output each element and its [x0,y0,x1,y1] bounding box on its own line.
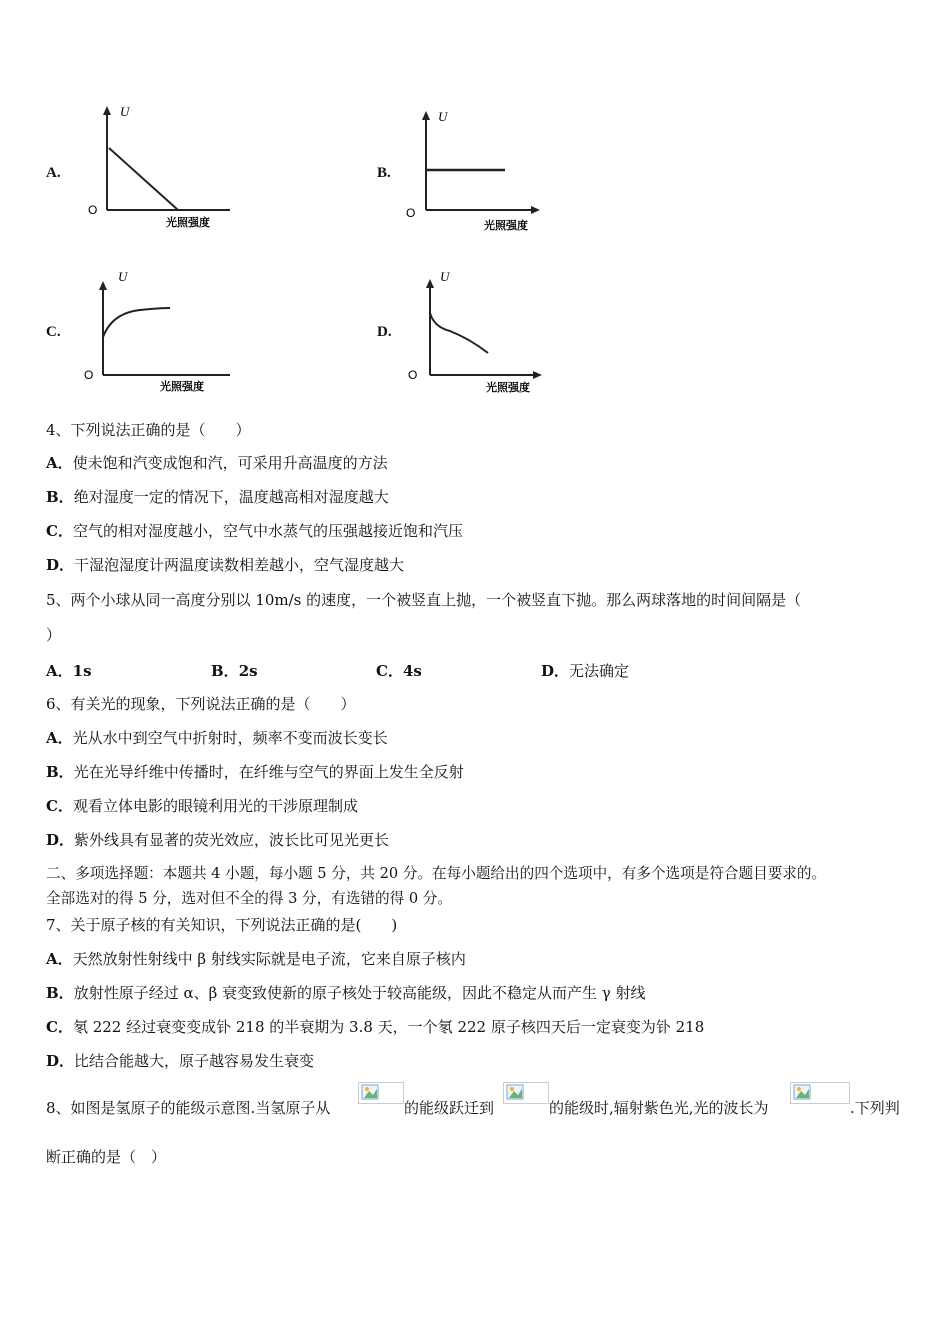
graph-constant-line-icon [400,105,560,240]
question-6-stem: 6、有关光的现象，下列说法正确的是（ ） [46,695,356,713]
option-text: 1s [72,662,92,680]
graph-option-b [400,105,560,244]
question-7-option-c [46,1017,704,1037]
question-8-stem-part1: 8、如图是氢原子的能级示意图.当氢原子从 [46,1099,331,1117]
option-label: A． [46,662,73,680]
graph-a-u-label: U [120,104,130,119]
question-6-option-d [46,830,389,850]
graph-option-a [80,100,240,239]
question-7-stem: 7、关于原子核的有关知识，下列说法正确的是( ) [46,916,398,934]
graph-c-origin-label: O [84,368,94,382]
option-label: D． [46,556,75,574]
graph-option-c [80,265,240,404]
question-4-option-d [46,555,404,575]
question-8-stem-part4: .下列判 [850,1099,900,1117]
option-label: C． [46,797,73,815]
question-5-option-c [376,660,422,681]
broken-image-icon [358,1082,404,1104]
graph-increasing-curve-icon [80,265,240,400]
option-label: A． [46,729,73,747]
section-2-instructions-2: 全部选对的得 5 分，选对但不全的得 3 分，有选错的得 0 分。 [46,890,452,907]
option-label: B． [46,984,74,1002]
question-8-stem-part3: 的能级时,辐射紫色光,光的波长为 [549,1099,769,1117]
option-text: 空气的相对湿度越小，空气中水蒸气的压强越接近饱和汽压 [72,522,463,540]
graph-b-origin-label: O [406,206,416,220]
question-4-stem: 4、下列说法正确的是（ ） [46,421,251,439]
question-8-stem-part2: 的能级跃迁到 [404,1099,495,1117]
question-4-option-c [46,521,463,541]
option-label: D． [46,831,75,849]
graph-b-u-label: U [438,109,448,124]
graph-c-x-label: 光照强度 [160,380,204,393]
option-text: 使未饱和汽变成饱和汽，可采用升高温度的方法 [72,454,388,472]
graph-b-x-label: 光照强度 [484,219,528,232]
option-label: C． [376,662,403,680]
graph-a-x-label: 光照强度 [166,216,210,229]
section-2-instructions: 二、多项选择题：本题共 4 小题，每小题 5 分，共 20 分。在每小题给出的四个选项中，有多个选项是符合题目要求的。 [46,865,827,882]
question-5-stem-end: ） [46,626,62,644]
graph-option-d-label: D. [377,324,392,340]
option-label: C． [46,1018,73,1036]
option-label: C． [46,522,73,540]
question-7-option-b [46,983,646,1003]
option-label: D． [46,1052,75,1070]
option-text: 2s [238,662,258,680]
graph-option-c-label: C. [46,324,61,340]
question-5-stem: 5、两个小球从同一高度分别以 10m/s 的速度，一个被竖直上抛，一个被竖直下抛。那么两球落地的时间间隔是（ [46,591,802,609]
graph-option-d [400,265,560,404]
option-label: A． [46,950,73,968]
question-4-option-a [46,453,388,473]
question-8-stem-line2: 断正确的是（ ） [46,1148,167,1166]
option-label: D． [541,662,570,680]
question-7-option-d [46,1051,314,1071]
question-7-option-a [46,949,466,969]
graph-d-x-label: 光照强度 [486,381,530,394]
option-label: B． [211,662,239,680]
question-6-option-c [46,796,358,816]
option-label: B． [46,763,74,781]
option-label: A． [46,454,73,472]
option-text: 氡 222 经过衰变变成钋 218 的半衰期为 3.8 天，一个氡 222 原子核四天后一定衰变为钋 218 [72,1018,705,1036]
option-text: 光在光导纤维中传播时，在纤维与空气的界面上发生全反射 [73,763,464,781]
option-text: 观看立体电影的眼镜利用光的干涉原理制成 [72,797,358,815]
option-text: 比结合能越大，原子越容易发生衰变 [74,1052,315,1070]
option-text: 放射性原子经过 α、β 衰变致使新的原子核处于较高能级，因此不稳定从而产生 γ 射线 [73,984,646,1002]
option-text: 干湿泡湿度计两温度读数相差越小，空气湿度越大 [74,556,405,574]
option-text: 无法确定 [569,662,630,680]
option-text: 天然放射性射线中 β 射线实际就是电子流，它来自原子核内 [72,950,466,968]
graph-d-u-label: U [440,269,450,284]
option-text: 4s [402,662,422,680]
graph-c-u-label: U [118,269,128,284]
graph-d-origin-label: O [408,368,418,382]
option-text: 绝对湿度一定的情况下，温度越高相对湿度越大 [73,488,389,506]
question-6-option-a [46,728,388,748]
graph-option-a-label: A. [46,165,61,181]
graph-decreasing-curve-icon [400,265,560,400]
question-6-option-b [46,762,464,782]
broken-image-icon [503,1082,549,1104]
question-5-option-a [46,660,92,681]
question-5-option-d [541,660,629,681]
graph-a-origin-label: O [88,203,98,217]
option-text: 光从水中到空气中折射时，频率不变而波长变长 [72,729,388,747]
graph-option-b-label: B. [377,165,391,181]
question-4-option-b [46,487,389,507]
option-label: B． [46,488,74,506]
option-text: 紫外线具有显著的荧光效应，波长比可见光更长 [74,831,390,849]
question-5-option-b [211,660,258,681]
broken-image-icon [790,1082,850,1104]
graph-decreasing-line-icon [80,100,240,235]
